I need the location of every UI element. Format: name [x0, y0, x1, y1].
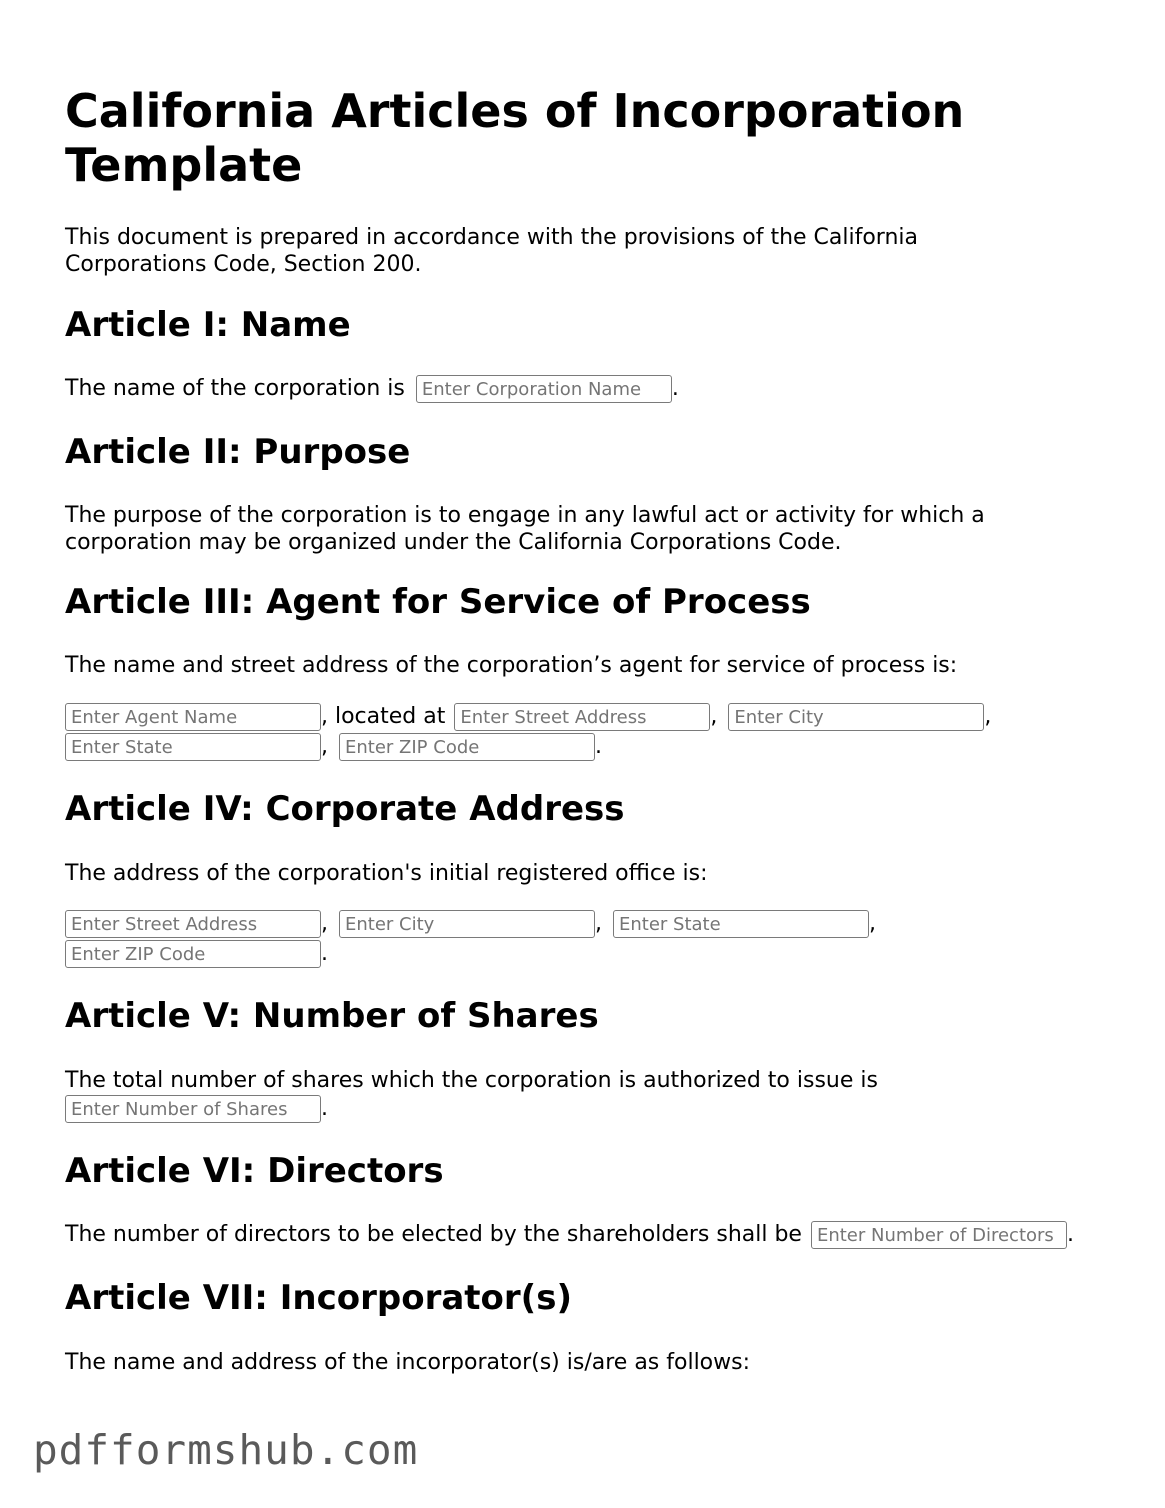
article3-heading: Article III: Agent for Service of Process	[65, 582, 811, 622]
period: .	[321, 941, 328, 966]
article4-heading: Article IV: Corporate Address	[65, 789, 625, 829]
article5-heading: Article V: Number of Shares	[65, 996, 599, 1036]
article6-heading: Article VI: Directors	[65, 1151, 444, 1191]
office-street-input[interactable]	[65, 910, 321, 938]
period: .	[321, 1096, 328, 1121]
comma: ,	[595, 911, 602, 936]
period: .	[1066, 1222, 1074, 1247]
period: .	[595, 734, 602, 759]
article5-text: The total number of shares which the corporation is authorized to issue is	[65, 1068, 878, 1093]
office-zip-input[interactable]	[65, 940, 321, 968]
number-of-directors-input[interactable]	[811, 1221, 1067, 1249]
article6-text: The number of directors to be elected by the shareholders shall be	[65, 1222, 802, 1247]
agent-state-input[interactable]	[65, 733, 321, 761]
article3-text: The name and street address of the corporation’s agent for service of process is:	[65, 653, 958, 678]
article1-heading: Article I: Name	[65, 305, 351, 345]
intro-text: This document is prepared in accordance with the provisions of the California Corporations Code, Section 200.	[65, 225, 919, 277]
article1-text: The name of the corporation is	[65, 376, 405, 401]
agent-row-1	[65, 702, 991, 732]
agent-zip-input[interactable]	[339, 733, 595, 761]
article2-text: The purpose of the corporation is to engage in any lawful act or activity for which a corporation may be organized under the California Corporations Code.	[65, 503, 985, 555]
agent-row-2	[65, 732, 602, 762]
comma: ,	[321, 911, 328, 936]
office-city-input[interactable]	[339, 910, 595, 938]
office-state-input[interactable]	[613, 910, 869, 938]
article7-heading: Article VII: Incorporator(s)	[65, 1278, 572, 1318]
agent-name-input[interactable]	[65, 703, 321, 731]
directors-row	[65, 1220, 1074, 1250]
agent-city-input[interactable]	[728, 703, 984, 731]
office-row-2	[65, 939, 328, 969]
located-at-text: , located at	[321, 704, 446, 729]
agent-street-input[interactable]	[454, 703, 710, 731]
corporation-name-input[interactable]	[416, 375, 672, 403]
number-of-shares-input[interactable]	[65, 1095, 321, 1123]
document-title: California Articles of Incorporation Template	[65, 84, 965, 192]
shares-row	[65, 1094, 328, 1124]
comma: ,	[984, 704, 992, 729]
article4-text: The address of the corporation's initial registered office is:	[65, 861, 708, 886]
comma: ,	[710, 704, 718, 729]
comma: ,	[869, 911, 876, 936]
watermark: pdfformshub.com	[33, 1426, 419, 1474]
article7-text: The name and address of the incorporator(s) is/are as follows:	[65, 1350, 751, 1375]
article2-heading: Article II: Purpose	[65, 432, 411, 472]
comma: ,	[321, 734, 328, 759]
office-row-1	[65, 909, 876, 939]
article1-row	[65, 374, 679, 404]
period: .	[671, 376, 679, 401]
